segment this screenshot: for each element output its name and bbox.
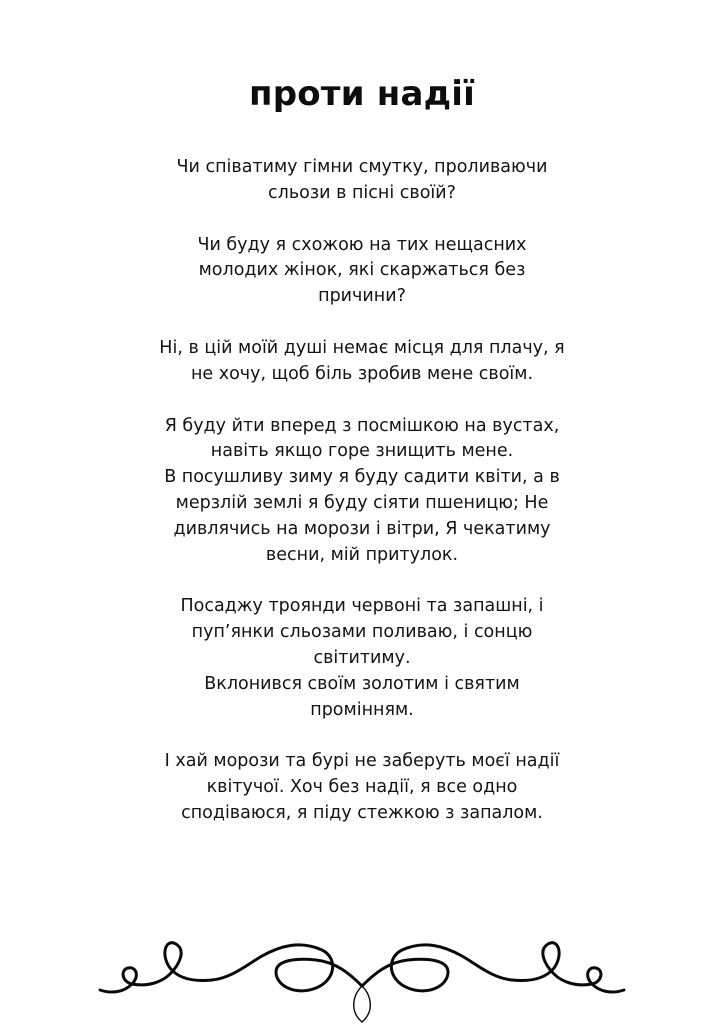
stanza	[150, 594, 574, 723]
poem-line: навіть якщо горе знищить мене.	[210, 441, 514, 462]
poem-line: молодих жінок, які скаржаться без	[198, 260, 526, 281]
poem-line: дивлячись на морози і вітри, Я чекатиму	[173, 518, 551, 539]
poem-line: Ні, в цій моїй душі немає місця для плачу, я	[159, 337, 565, 358]
flourish-center-loop-left	[354, 986, 362, 1022]
poem-title: проти надії	[249, 74, 475, 114]
flourish-left	[100, 943, 362, 1022]
swirl-flourish-ornament	[0, 920, 724, 1024]
poem-body	[150, 155, 574, 853]
stanza	[150, 336, 574, 388]
poem-line: не хочу, щоб біль зробив мене своїм.	[190, 363, 534, 384]
poem-line: В посушливу зиму я буду садити квіти, а в	[164, 467, 560, 488]
stanza	[150, 749, 574, 826]
poem-line: Чи співатиму гімни смутку, проливаючи	[176, 157, 548, 177]
poem-line: Посаджу троянди червоні та запашні, і	[180, 596, 544, 617]
poem-line: весни, мій притулок.	[265, 544, 459, 565]
stanza	[150, 414, 574, 569]
poem-line: квітучої. Хоч без надії, я все одно	[206, 777, 518, 798]
poem-line: мерзлій землі я буду сіяти пшеницю; Не	[175, 492, 549, 513]
poem-line: Чи буду я схожою на тих нещасних	[197, 234, 527, 255]
stanza	[150, 155, 574, 207]
poem-line: світитиму.	[313, 647, 411, 668]
stanza	[150, 233, 574, 310]
poem-line: І хай морози та бурі не заберуть моєї надії	[164, 751, 560, 772]
poem-line: причини?	[318, 286, 406, 307]
flourish-right-tail	[362, 943, 624, 992]
poem-line: пуп’янки сльозами поливаю, і сонцю	[191, 622, 533, 643]
poem-line: Я буду йти вперед з посмішкою на вустах,	[164, 415, 560, 436]
poem-line: Вклонився своїм золотим і святим	[204, 673, 520, 694]
poem-line: сльози в пісні своїй?	[268, 182, 456, 203]
flourish-left-tail	[100, 943, 362, 992]
poem-line: сподіваюся, я піду стежкою з запалом.	[181, 802, 543, 823]
flourish-right	[362, 943, 624, 1022]
flourish-center-loop-right	[362, 986, 370, 1022]
poem-line: промінням.	[310, 699, 414, 720]
